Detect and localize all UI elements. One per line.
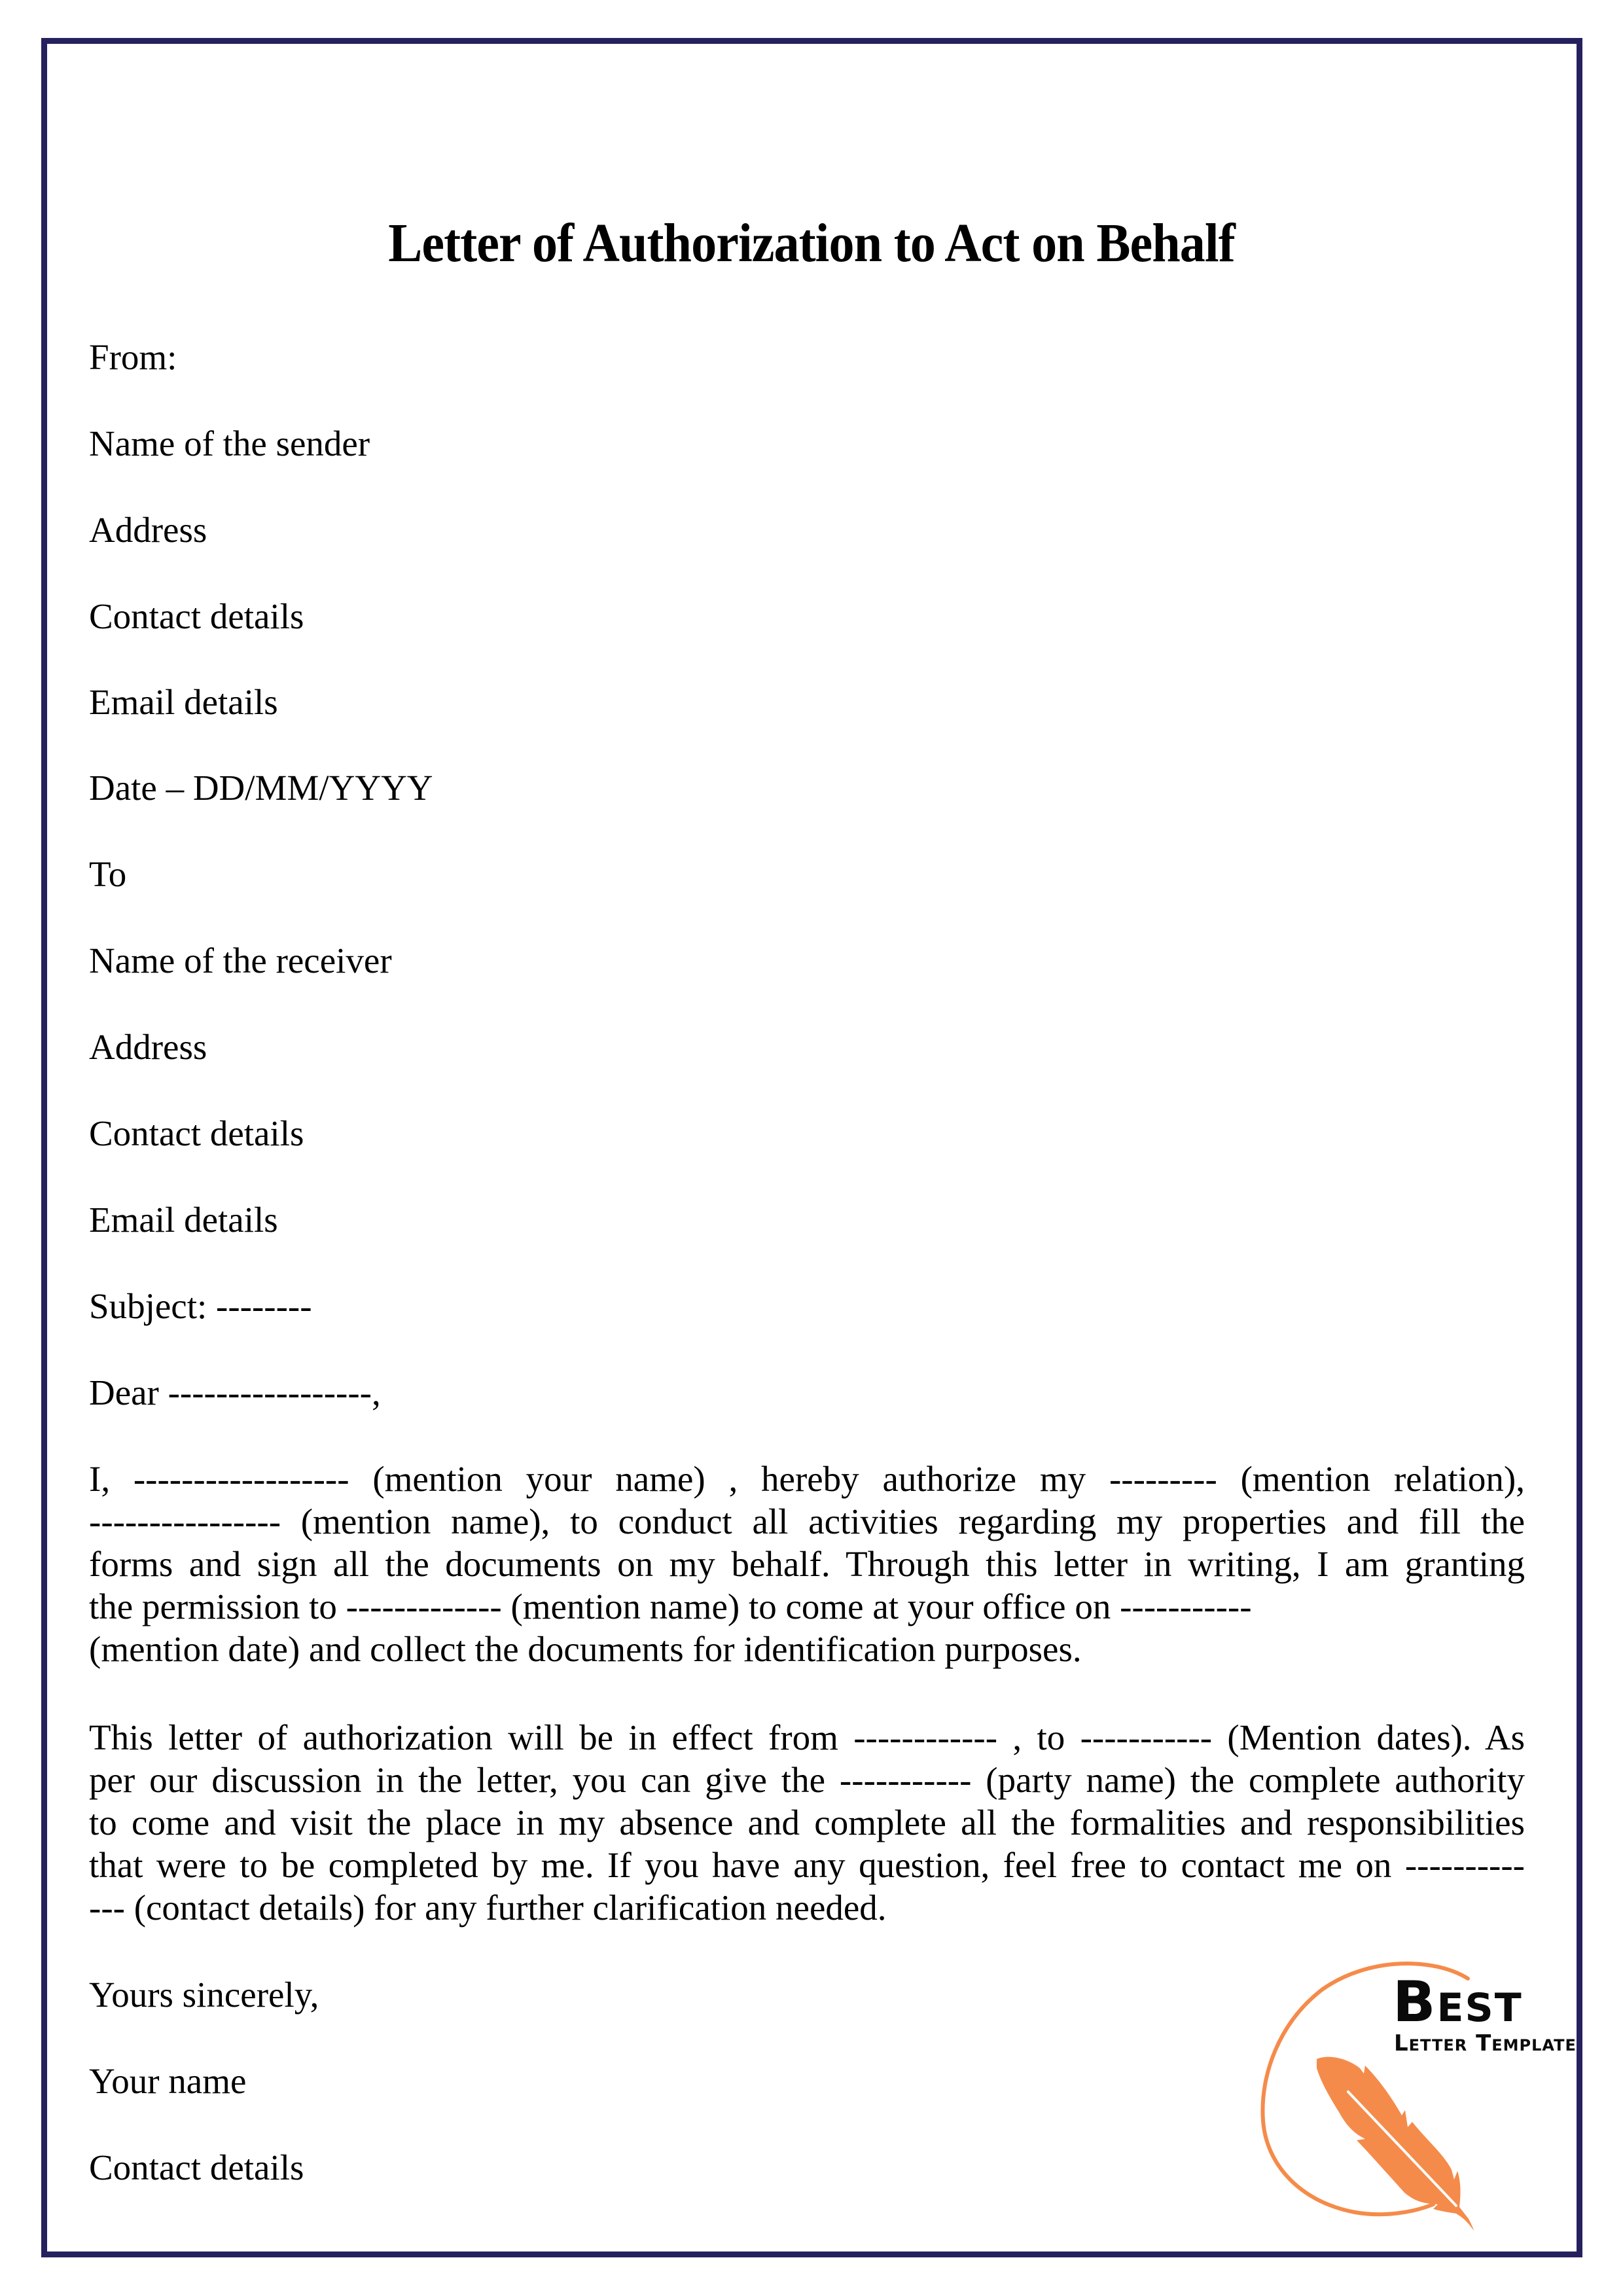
sender-name: Name of the sender: [89, 423, 370, 463]
sender-contact: Contact details: [89, 596, 304, 636]
paragraph-line: ---------------- (mention name), to conduct all activities regarding my properties and fill the: [89, 1501, 1525, 1541]
sign-off: Yours sincerely,: [89, 1975, 319, 2015]
paragraph-line: forms and sign all the documents on my behalf. Through this letter in writing, I am granting: [89, 1544, 1525, 1584]
receiver-name: Name of the receiver: [89, 941, 392, 980]
paragraph-line: I, ------------------ (mention your name) , hereby authorize my --------- (mention relation),: [89, 1459, 1525, 1499]
body-paragraph-1: [89, 1458, 1525, 1670]
sender-email: Email details: [89, 682, 278, 722]
page-title: Letter of Authorization to Act on Behalf: [388, 213, 1235, 274]
receiver-email: Email details: [89, 1200, 278, 1240]
paragraph-line: (mention date) and collect the documents for identification purposes.: [89, 1629, 1082, 1669]
paragraph-line: --- (contact details) for any further clarification needed.: [89, 1888, 887, 1928]
logo-tagline: Letter Template: [1394, 2030, 1577, 2056]
to-label: To: [89, 854, 127, 894]
paragraph-line: to come and visit the place in my absence and complete all the formalities and responsibilities: [89, 1803, 1525, 1842]
letter-date: Date – DD/MM/YYYY: [89, 768, 433, 808]
signer-name: Your name: [89, 2061, 247, 2101]
paragraph-line: This letter of authorization will be in effect from ------------ , to ----------- (Mention dates). As: [89, 1717, 1525, 1757]
paragraph-line: that were to be completed by me. If you have any question, feel free to contact me on ----------: [89, 1845, 1525, 1885]
sender-address: Address: [89, 510, 207, 550]
paragraph-line: the permission to ------------- (mention name) to come at your office on -----------: [89, 1587, 1252, 1626]
receiver-contact: Contact details: [89, 1113, 304, 1153]
signer-contact: Contact details: [89, 2147, 304, 2187]
subject-line: Subject: --------: [89, 1286, 312, 1326]
salutation: Dear -----------------,: [89, 1372, 381, 1412]
body-paragraph-2: [89, 1716, 1525, 1929]
from-label: From:: [89, 337, 177, 377]
receiver-address: Address: [89, 1027, 207, 1067]
logo-brand: Best: [1393, 1969, 1523, 2035]
paragraph-line: per our discussion in the letter, you can give the ----------- (party name) the complete authority: [89, 1760, 1525, 1800]
